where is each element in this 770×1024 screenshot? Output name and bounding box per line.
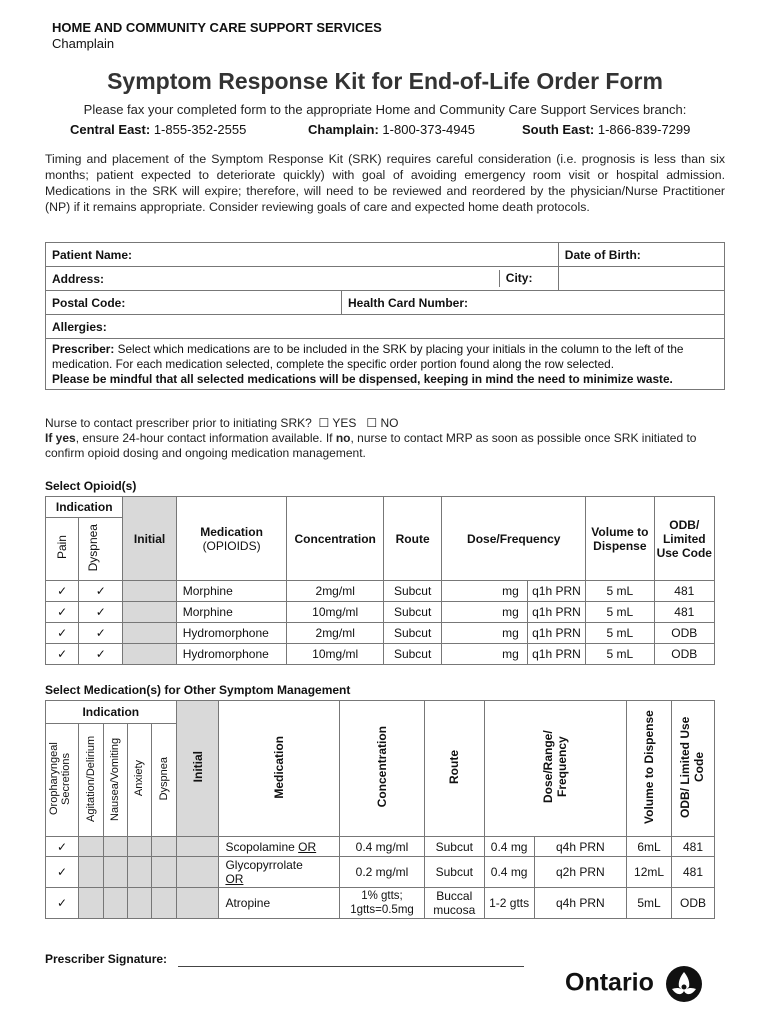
- patient-info-table: [45, 242, 725, 390]
- prescriber-instructions: Prescriber: Select which medications are to be included in the SRK by placing your initials in the column to the left of the medication. For each medication selected, complete the specific order portion found along the row selected. Please be mindful that all selected medications will be dispensed, keeping in mind the need to minimize waste.: [46, 339, 725, 390]
- medication-cell: Scopolamine OR: [219, 837, 340, 857]
- table-row: [46, 857, 715, 888]
- odb-cell: ODB: [654, 644, 714, 665]
- dose-cell[interactable]: mg: [442, 623, 528, 644]
- odb-cell: ODB: [672, 888, 715, 919]
- dose-frequency-header: Dose/Frequency: [442, 497, 586, 581]
- concentration-cell: 0.2 mg/ml: [340, 857, 425, 888]
- table-row: [46, 644, 715, 665]
- other-medication-table: [45, 700, 715, 919]
- route-cell: Subcut: [383, 581, 441, 602]
- dose-cell: 0.4 mg: [484, 837, 534, 857]
- secretions-header: Oropharyngeal Secretions: [46, 724, 79, 837]
- indication-header: Indication: [46, 701, 177, 724]
- branch-name: Champlain: [52, 36, 115, 51]
- odb-cell: 481: [654, 581, 714, 602]
- intro-paragraph: Timing and placement of the Symptom Response Kit (SRK) requires careful consideration (i.e. prognosis is less than six months; patient expected to deteriorate quickly) with goal of avoiding emergency room visit or hospital admission. Medications in the SRK will expire; therefore, will need to be reviewed and reordered by the physician/Nurse Practitioner (NP) if it remains appropriate. Consider reviewing goals of care and expected home death protocols.: [45, 152, 725, 214]
- frequency-cell: q1h PRN: [527, 581, 585, 602]
- initial-cell[interactable]: [123, 623, 176, 644]
- route-cell: Subcut: [383, 644, 441, 665]
- initial-cell[interactable]: [123, 602, 176, 623]
- concentration-header: Concentration: [287, 497, 384, 581]
- route-cell: Buccal mucosa: [424, 888, 484, 919]
- odb-cell: 481: [672, 857, 715, 888]
- route-cell: Subcut: [424, 857, 484, 888]
- route-header: Route: [383, 497, 441, 581]
- check-mark: ✓: [46, 602, 79, 623]
- opioid-section-title: Select Opioid(s): [45, 479, 137, 493]
- medication-cell: Glycopyrrolate OR: [219, 857, 340, 888]
- org-name: HOME AND COMMUNITY CARE SUPPORT SERVICES: [52, 20, 382, 35]
- medication-header: Medication (OPIOIDS): [176, 497, 287, 581]
- allergies-field[interactable]: Allergies:: [46, 315, 725, 339]
- volume-cell: 6mL: [627, 837, 672, 857]
- concentration-cell: 10mg/ml: [287, 644, 384, 665]
- postal-code-field[interactable]: Postal Code:: [46, 291, 342, 315]
- frequency-cell: q4h PRN: [534, 888, 627, 919]
- dyspnea-header: Dyspnea: [79, 518, 123, 581]
- phone-south-east: South East: 1-866-839-7299: [522, 122, 691, 137]
- route-header: Route: [424, 701, 484, 837]
- dose-cell[interactable]: mg: [442, 581, 528, 602]
- check-mark: ✓: [46, 888, 79, 919]
- opioid-table: [45, 496, 715, 665]
- check-mark: ✓: [79, 581, 123, 602]
- check-mark: ✓: [46, 837, 79, 857]
- check-mark: ✓: [79, 623, 123, 644]
- odb-cell: ODB: [654, 623, 714, 644]
- check-mark: ✓: [46, 644, 79, 665]
- medication-header: Medication: [219, 701, 340, 837]
- volume-cell: 5 mL: [586, 602, 654, 623]
- phone-champlain: Champlain: 1-800-373-4945: [308, 122, 475, 137]
- dose-range-header: Dose/Range/ Frequency: [484, 701, 626, 837]
- concentration-cell: 2mg/ml: [287, 581, 384, 602]
- patient-name-field[interactable]: Patient Name:: [46, 243, 559, 267]
- odb-header: ODB/ Limited Use Code: [654, 497, 714, 581]
- city-field[interactable]: City:: [558, 267, 724, 291]
- fax-note: Please fax your completed form to the appropriate Home and Community Care Support Services branch:: [83, 102, 687, 117]
- indication-header: Indication: [46, 497, 123, 518]
- medication-cell: Morphine: [176, 581, 287, 602]
- volume-cell: 5mL: [627, 888, 672, 919]
- initial-cell[interactable]: [176, 888, 219, 919]
- table-row: [46, 837, 715, 857]
- initial-header: Initial: [176, 701, 219, 837]
- concentration-cell: 10mg/ml: [287, 602, 384, 623]
- page-title: Symptom Response Kit for End-of-Life Order Form: [107, 68, 663, 94]
- initial-cell[interactable]: [176, 857, 219, 888]
- concentration-header: Concentration: [340, 701, 425, 837]
- anxiety-header: Anxiety: [127, 724, 151, 837]
- agitation-header: Agitation/Delirium: [78, 724, 103, 837]
- address-field[interactable]: Address:: [46, 267, 559, 291]
- frequency-cell: q2h PRN: [534, 857, 627, 888]
- signature-line[interactable]: [178, 966, 524, 967]
- check-mark: ✓: [46, 581, 79, 602]
- trillium-icon: [665, 965, 703, 1003]
- frequency-cell: q1h PRN: [527, 644, 585, 665]
- volume-cell: 12mL: [627, 857, 672, 888]
- concentration-cell: 1% gtts; 1gtts=0.5mg: [340, 888, 425, 919]
- odb-header: ODB/ Limited Use Code: [672, 701, 715, 837]
- dose-cell[interactable]: mg: [442, 644, 528, 665]
- health-card-field[interactable]: Health Card Number:: [342, 291, 725, 315]
- ontario-logo: Ontario: [565, 965, 703, 1003]
- table-row: [46, 581, 715, 602]
- dose-cell[interactable]: mg: [442, 602, 528, 623]
- pain-header: Pain: [46, 518, 79, 581]
- nurse-contact-section: Nurse to contact prescriber prior to initiating SRK? ☐ YES ☐ NO If yes, ensure 24-hour contact information available. If no, nurse to contact MRP as soon as possible once SRK initiated to confirm opioid dosing and ongoing medication management.: [45, 416, 697, 460]
- initial-cell[interactable]: [123, 644, 176, 665]
- table-row: [46, 623, 715, 644]
- date-of-birth-field[interactable]: Date of Birth:: [558, 243, 724, 267]
- volume-cell: 5 mL: [586, 644, 654, 665]
- medication-cell: Hydromorphone: [176, 623, 287, 644]
- concentration-cell: 2mg/ml: [287, 623, 384, 644]
- table-row: [46, 602, 715, 623]
- check-mark: ✓: [79, 602, 123, 623]
- odb-cell: 481: [672, 837, 715, 857]
- dose-cell: 1-2 gtts: [484, 888, 534, 919]
- other-section-title: Select Medication(s) for Other Symptom Management: [45, 683, 351, 697]
- initial-cell[interactable]: [123, 581, 176, 602]
- frequency-cell: q1h PRN: [527, 602, 585, 623]
- yes-checkbox[interactable]: ☐: [315, 416, 330, 430]
- mindful-note: Please be mindful that all selected medications will be dispensed, keeping in mind the need to minimize waste.: [52, 372, 673, 386]
- frequency-cell: q1h PRN: [527, 623, 585, 644]
- check-mark: ✓: [46, 857, 79, 888]
- dose-cell: 0.4 mg: [484, 857, 534, 888]
- medication-cell: Hydromorphone: [176, 644, 287, 665]
- initial-header: Initial: [123, 497, 176, 581]
- nausea-header: Nausea/Vomiting: [103, 724, 127, 837]
- no-checkbox[interactable]: ☐: [359, 416, 378, 430]
- signature-label: Prescriber Signature:: [45, 952, 168, 966]
- volume-header: Volume to Dispense: [586, 497, 654, 581]
- check-mark: ✓: [79, 644, 123, 665]
- route-cell: Subcut: [383, 623, 441, 644]
- medication-cell: Morphine: [176, 602, 287, 623]
- odb-cell: 481: [654, 602, 714, 623]
- medication-cell: Atropine: [219, 888, 340, 919]
- volume-cell: 5 mL: [586, 623, 654, 644]
- route-cell: Subcut: [383, 602, 441, 623]
- concentration-cell: 0.4 mg/ml: [340, 837, 425, 857]
- volume-header: Volume to Dispense: [627, 701, 672, 837]
- frequency-cell: q4h PRN: [534, 837, 627, 857]
- table-row: [46, 888, 715, 919]
- route-cell: Subcut: [424, 837, 484, 857]
- phone-central-east: Central East: 1-855-352-2555: [70, 122, 247, 137]
- dyspnea-header: Dyspnea: [151, 724, 176, 837]
- volume-cell: 5 mL: [586, 581, 654, 602]
- check-mark: ✓: [46, 623, 79, 644]
- initial-cell[interactable]: [176, 837, 219, 857]
